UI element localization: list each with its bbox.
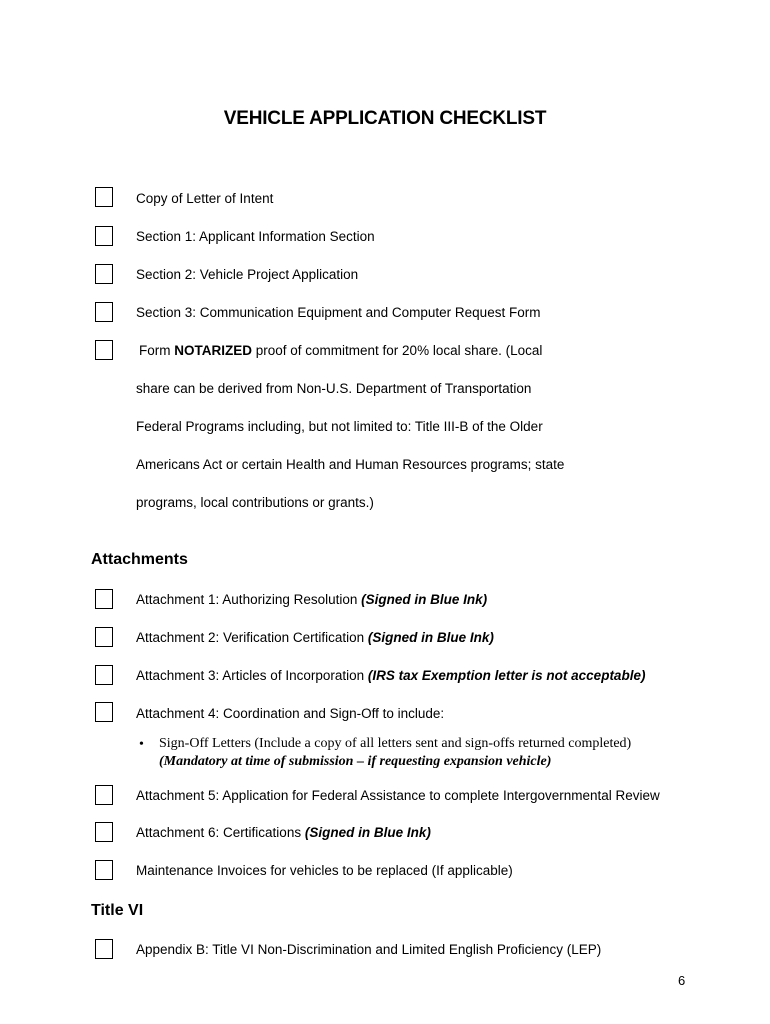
checkbox-attachment-1[interactable]	[95, 589, 113, 609]
attachment-3-text: Attachment 3: Articles of Incorporation	[136, 668, 368, 683]
item-section-3: Section 3: Communication Equipment and Computer Request Form	[136, 305, 541, 320]
checkbox-maintenance-invoices[interactable]	[95, 860, 113, 880]
attachment-2-note: (Signed in Blue Ink)	[367, 630, 494, 645]
attachment-6-note: (Signed in Blue Ink)	[304, 825, 431, 840]
attachment-2-text: Attachment 2: Verification Certification	[136, 630, 368, 645]
item-attachment-1	[136, 592, 487, 607]
form-continuation-line: share can be derived from Non-U.S. Department of Transportation	[136, 381, 532, 396]
item-attachment-2	[136, 630, 494, 645]
checkbox-notarized-form[interactable]	[95, 340, 113, 360]
form-suffix: proof of commitment for 20% local share. (Local	[252, 343, 543, 358]
bullet-icon: •	[139, 737, 144, 752]
form-continuation-line: programs, local contributions or grants.)	[136, 495, 374, 510]
notarized-label: NOTARIZED	[174, 343, 252, 358]
item-letter-of-intent: Copy of Letter of Intent	[136, 191, 274, 206]
checkbox-attachment-2[interactable]	[95, 627, 113, 647]
checkbox-appendix-b[interactable]	[95, 939, 113, 959]
item-attachment-4: Attachment 4: Coordination and Sign-Off to include:	[136, 706, 445, 721]
attachment-6-text: Attachment 6: Certifications	[136, 825, 305, 840]
checkbox-attachment-5[interactable]	[95, 785, 113, 805]
attachments-heading: Attachments	[91, 551, 188, 568]
page-title: VEHICLE APPLICATION CHECKLIST	[223, 108, 547, 129]
checkbox-attachment-4[interactable]	[95, 702, 113, 722]
item-appendix-b: Appendix B: Title VI Non-Discrimination and Limited English Proficiency (LEP)	[136, 942, 602, 957]
item-maintenance-invoices: Maintenance Invoices for vehicles to be replaced (If applicable)	[136, 863, 513, 878]
attachment-1-note: (Signed in Blue Ink)	[361, 592, 488, 607]
checkbox-attachment-6[interactable]	[95, 822, 113, 842]
bullet-mandatory-note: (Mandatory at time of submission – if requesting expansion vehicle)	[159, 754, 552, 769]
item-section-1: Section 1: Applicant Information Section	[136, 229, 375, 244]
checkbox-section-3[interactable]	[95, 302, 113, 322]
attachment-3-note: (IRS tax Exemption letter is not acceptable)	[367, 668, 646, 683]
bullet-sign-off-letters: Sign-Off Letters (Include a copy of all letters sent and sign-offs returned completed)	[159, 736, 632, 751]
attachment-1-text: Attachment 1: Authorizing Resolution	[136, 592, 362, 607]
item-attachment-6	[136, 825, 431, 840]
page-number: 6	[678, 973, 686, 988]
title-vi-heading: Title VI	[91, 902, 144, 919]
form-continuation-line: Federal Programs including, but not limited to: Title III-B of the Older	[136, 419, 543, 434]
checkbox-section-2[interactable]	[95, 264, 113, 284]
checkbox-attachment-3[interactable]	[95, 665, 113, 685]
item-attachment-5: Attachment 5: Application for Federal Assistance to complete Intergovernmental Review	[136, 788, 660, 803]
item-attachment-3	[136, 668, 645, 683]
item-notarized-form	[139, 343, 542, 358]
item-section-2: Section 2: Vehicle Project Application	[136, 267, 359, 282]
checkbox-letter-of-intent[interactable]	[95, 187, 113, 207]
checkbox-section-1[interactable]	[95, 226, 113, 246]
form-prefix: Form	[139, 343, 175, 358]
form-continuation-line: Americans Act or certain Health and Human Resources programs; state	[136, 457, 565, 472]
